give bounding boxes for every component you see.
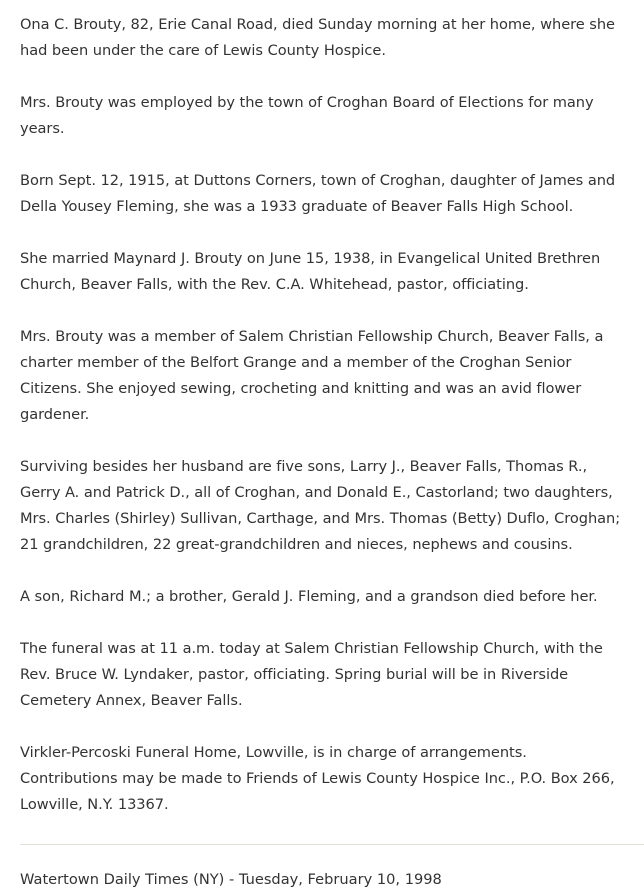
paragraph-employment: Mrs. Brouty was employed by the town of Croghan Board of Elections for many years. <box>20 94 594 137</box>
paragraph-arrangements: Virkler-Percoski Funeral Home, Lowville, is in charge of arrangements. Contributions may be made to Friends of Lewis County Hospice Inc., P.O. Box 266, Lowville, N.Y. 13367. <box>20 744 615 813</box>
paragraph-predeceased: A son, Richard M.; a brother, Gerald J. Fleming, and a grandson died before her. <box>20 588 598 605</box>
source-citation: Watertown Daily Times (NY) - Tuesday, February 10, 1998 <box>20 871 442 888</box>
paragraph-birth: Born Sept. 12, 1915, at Duttons Corners, town of Croghan, daughter of James and Della Yousey Fleming, she was a 1933 graduate of Beaver Falls High School. <box>20 172 616 215</box>
paragraph-death-notice: Ona C. Brouty, 82, Erie Canal Road, died Sunday morning at her home, where she had been under the care of Lewis County Hospice. <box>20 16 615 59</box>
paragraph-survivors: Surviving besides her husband are five sons, Larry J., Beaver Falls, Thomas R., Gerry A. and Patrick D., all of Croghan, and Donald E., Castorland; two daughters, Mrs. Charles (Shirley) Sullivan, Carthage, and Mrs. Thomas (Betty) Duflo, Croghan; 21 grandchildren, 22 great-grandchildren and nieces, nephews and cousins. <box>20 458 621 553</box>
paragraph-memberships: Mrs. Brouty was a member of Salem Christian Fellowship Church, Beaver Falls, a charter member of the Belfort Grange and a member of the Croghan Senior Citizens. She enjoyed sewing, crocheting and knitting and was an avid flower gardener. <box>20 328 604 423</box>
divider-line <box>20 844 644 845</box>
paragraph-funeral: The funeral was at 11 a.m. today at Salem Christian Fellowship Church, with the Rev. Bruce W. Lyndaker, pastor, officiating. Spring burial will be in Riverside Cemetery Annex, Beaver Falls. <box>20 640 603 709</box>
paragraph-marriage: She married Maynard J. Brouty on June 15, 1938, in Evangelical United Brethren Church, Beaver Falls, with the Rev. C.A. Whitehead, pastor, officiating. <box>20 250 601 293</box>
